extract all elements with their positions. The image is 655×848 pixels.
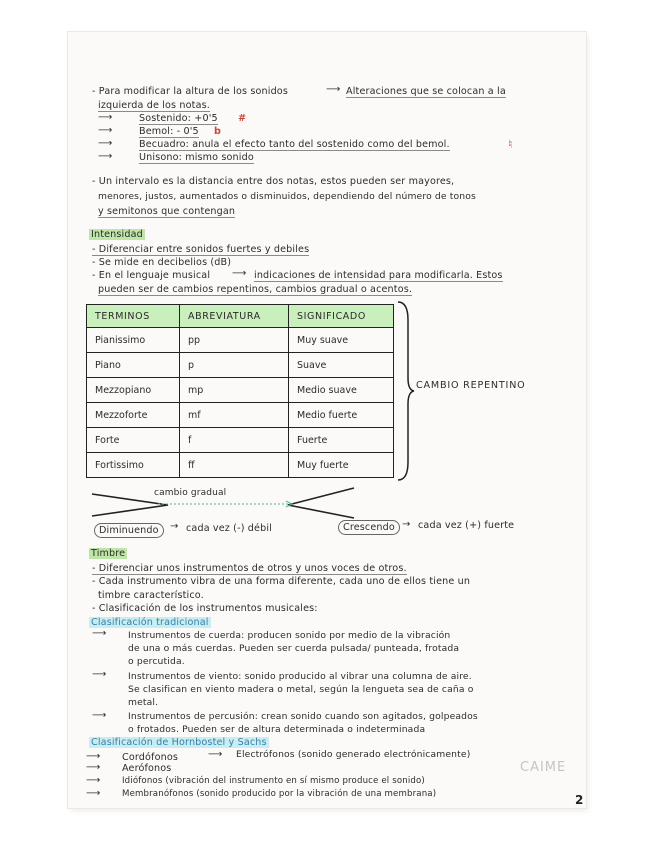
table-row <box>87 453 394 478</box>
table-row <box>87 428 394 453</box>
cuerda-line-1: Instrumentos de cuerda: producen sonido por medio de la vibración <box>128 630 451 641</box>
arrow-icon: ⟶ <box>326 84 341 95</box>
table-cell-meaning: Medio fuerte <box>289 403 394 428</box>
table-cell-meaning: Fuerte <box>289 428 394 453</box>
arrow-icon: ⟶ <box>232 268 247 279</box>
timbre-bullet-3: - Clasificación de los instrumentos musicales: <box>92 603 318 614</box>
intro-line-2: izquierda de los notas. <box>98 100 210 111</box>
arrow-icon: ⟶ <box>86 788 101 799</box>
table-cell-abbr: ff <box>180 453 289 478</box>
dynamics-table <box>86 304 394 478</box>
table-cell-term: Fortissimo <box>87 453 180 478</box>
idiofonos-text: Idiófonos (vibración del instrumento en sí mismo produce el sonido) <box>122 776 425 786</box>
table-header-row <box>87 305 394 328</box>
percusion-line-2: o frotados. Pueden ser de altura determinada o indeterminada <box>128 724 426 735</box>
hornbostel-sachs-heading: Clasificación de Hornbostel y Sachs <box>91 737 267 748</box>
intervalo-line-2: menores, justos, aumentados o disminuidos, dependiendo del número de tonos <box>98 191 476 202</box>
header-significado: SIGNIFICADO <box>289 305 394 328</box>
unisono-text: Unisono: mismo sonido <box>139 152 254 163</box>
crescendo-term: Crescendo <box>338 520 400 535</box>
arrow-icon: ⟶ <box>92 669 107 680</box>
bemol-text: Bemol: - 0'5 <box>139 126 199 137</box>
table-cell-abbr: pp <box>180 328 289 353</box>
aerofonos-text: Aerófonos <box>122 763 172 774</box>
table-cell-abbr: f <box>180 428 289 453</box>
table-cell-term: Pianissimo <box>87 328 180 353</box>
table-cell-meaning: Suave <box>289 353 394 378</box>
cordofonos-text: Cordófonos <box>122 752 178 763</box>
arrow-icon: → <box>402 519 411 530</box>
sostenido-text: Sostenido: +0'5 <box>139 113 218 124</box>
header-terminos: TERMINOS <box>87 305 180 328</box>
table-row <box>87 328 394 353</box>
cambio-repentino-label: CAMBIO REPENTINO <box>416 380 526 391</box>
viento-line-3: metal. <box>128 697 159 708</box>
intensidad-bullet-2: - Se mide en decibelios (dB) <box>92 257 232 268</box>
arrow-icon: ⟶ <box>98 138 113 149</box>
intro-line-1b: Alteraciones que se colocan a la <box>346 86 506 97</box>
diminuendo-desc: cada vez (-) débil <box>186 523 272 534</box>
arrow-icon: ⟶ <box>92 628 107 639</box>
table-cell-term: Mezzopiano <box>87 378 180 403</box>
flat-symbol: b <box>214 126 222 137</box>
intensidad-bullet-3b: indicaciones de intensidad para modificarla. Estos <box>254 270 503 281</box>
table-row <box>87 403 394 428</box>
crescendo-desc: cada vez (+) fuerte <box>418 520 515 531</box>
table-cell-term: Forte <box>87 428 180 453</box>
electrofonos-text: Electrófonos (sonido generado electrónicamente) <box>236 749 471 760</box>
table-cell-abbr: p <box>180 353 289 378</box>
table-cell-term: Piano <box>87 353 180 378</box>
watermark-caime: CAIME <box>520 760 567 775</box>
timbre-bullet-2a: - Cada instrumento vibra de una forma diferente, cada uno de ellos tiene un <box>92 576 471 587</box>
arrow-icon: ⟶ <box>98 112 113 123</box>
sharp-symbol: # <box>238 113 247 124</box>
cuerda-line-3: o percutida. <box>128 656 185 667</box>
natural-symbol: ♮ <box>508 137 513 151</box>
timbre-bullet-2b: timbre característico. <box>98 590 204 601</box>
cuerda-line-2: de una o más cuerdas. Pueden ser cuerda pulsada/ punteada, frotada <box>128 643 460 654</box>
curly-brace-icon <box>396 300 416 482</box>
intensidad-heading: Intensidad <box>91 229 143 240</box>
cambio-gradual-label: cambio gradual <box>154 488 227 498</box>
intervalo-line-3: y semitonos que contengan <box>98 206 236 217</box>
intervalo-line-1: - Un intervalo es la distancia entre dos notas, estos pueden ser mayores, <box>92 176 455 187</box>
viento-line-2: Se clasifican en viento madera o metal, según la lengueta sea de caña o <box>128 684 474 695</box>
header-abreviatura: ABREVIATURA <box>180 305 289 328</box>
arrow-icon: ⟶ <box>98 151 113 162</box>
table-row <box>87 353 394 378</box>
diminuendo-term: Diminuendo <box>94 523 164 538</box>
viento-line-1: Instrumentos de viento: sonido producido al vibrar una columna de aire. <box>128 671 472 682</box>
arrow-icon: ⟶ <box>208 749 223 760</box>
clasificacion-tradicional-heading: Clasificación tradicional <box>91 617 209 628</box>
arrow-icon: ⟶ <box>86 775 101 786</box>
intensidad-bullet-3a: - En el lenguaje musical <box>92 270 211 281</box>
intro-line-1a: - Para modificar la altura de los sonidos <box>92 86 288 97</box>
table-cell-abbr: mf <box>180 403 289 428</box>
intensidad-bullet-3c: pueden ser de cambios repentinos, cambios gradual o acentos. <box>98 284 413 295</box>
intensidad-bullet-1: - Diferenciar entre sonidos fuertes y debiles <box>92 244 310 255</box>
timbre-heading: Timbre <box>91 548 126 559</box>
arrow-icon: ⟶ <box>86 762 101 773</box>
arrow-icon: ⟶ <box>98 125 113 136</box>
table-row <box>87 378 394 403</box>
page-number: 2 <box>575 793 584 807</box>
arrow-icon: ⟶ <box>86 751 101 762</box>
membranofonos-text: Membranófonos (sonido producido por la vibración de una membrana) <box>122 789 437 799</box>
timbre-bullet-1: - Diferenciar unos instrumentos de otros y unos voces de otros. <box>92 563 407 574</box>
arrow-icon: → <box>170 521 179 532</box>
table-cell-term: Mezzoforte <box>87 403 180 428</box>
table-cell-abbr: mp <box>180 378 289 403</box>
table-cell-meaning: Medio suave <box>289 378 394 403</box>
table-cell-meaning: Muy suave <box>289 328 394 353</box>
becuadro-text: Becuadro: anula el efecto tanto del sostenido como del bemol. <box>139 139 450 150</box>
percusion-line-1: Instrumentos de percusión: crean sonido cuando son agitados, golpeados <box>128 711 478 722</box>
table-cell-meaning: Muy fuerte <box>289 453 394 478</box>
arrow-icon: ⟶ <box>92 710 107 721</box>
